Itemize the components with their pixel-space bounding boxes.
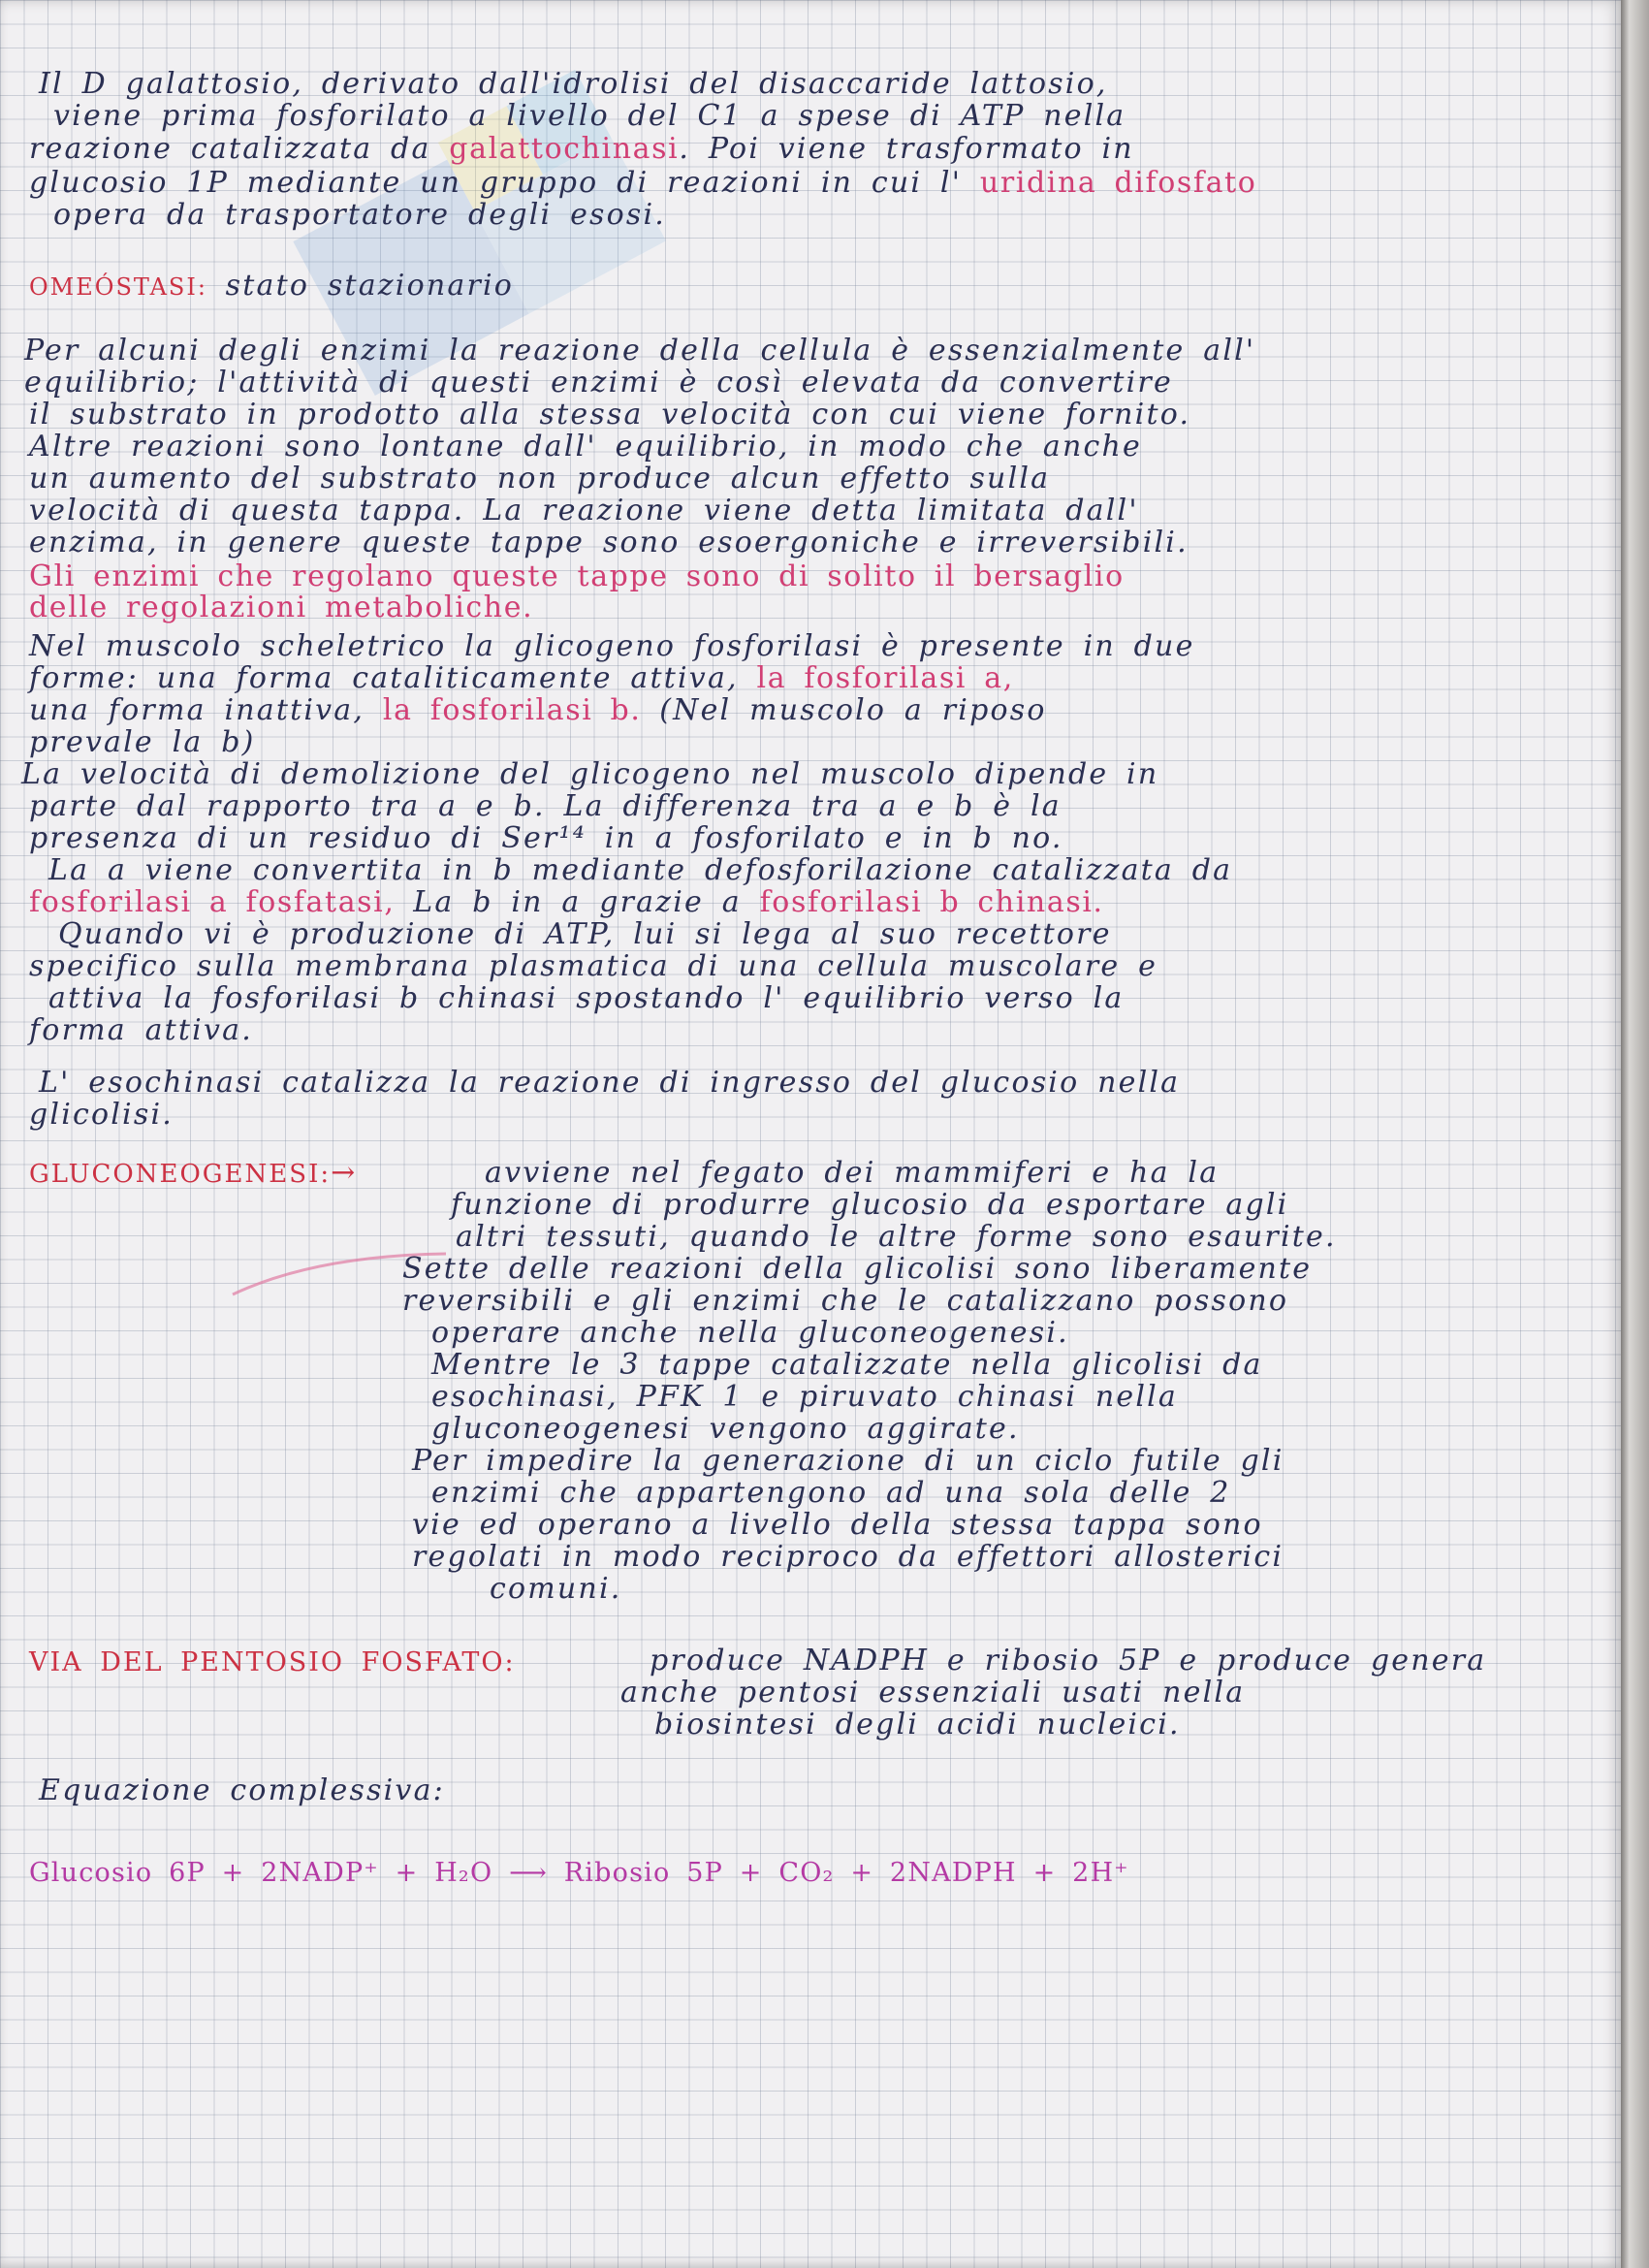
muscle-line-8: La a viene convertita in b mediante defosforilazione catalizzata da — [48, 853, 1233, 887]
equilibrium-highlight-2: delle regolazioni metaboliche. — [29, 591, 534, 624]
gluconeogenesis-heading: GLUCONEOGENESI: — [29, 1160, 332, 1189]
gluconeogenesis-line-3: altri tessuti, quando le altre forme sono esaurite. — [456, 1220, 1337, 1254]
equilibrium-highlight-1: Gli enzimi che regolano queste tappe sono di solito il bersaglio — [29, 559, 1125, 593]
gluconeogenesis-line-14: comuni. — [490, 1572, 622, 1606]
galactose-line-3-tail: . Poi viene trasformato in — [679, 132, 1134, 166]
muscle-line-5: La velocità di demolizione del glicogeno nel muscolo dipende in — [21, 757, 1159, 791]
muscle-line-12: attiva la fosforilasi b chinasi spostando l' equilibrio verso la — [48, 981, 1125, 1015]
galactose-line-3 — [29, 133, 1134, 165]
muscle-line-2 — [29, 662, 1014, 694]
pentose-line-1: produce NADPH e ribosio 5P e produce genera — [650, 1644, 1487, 1677]
muscle-line-3 — [29, 694, 1047, 726]
galactose-line-1: Il D galattosio, derivato dall'idrolisi del disaccaride lattosio, — [39, 67, 1108, 101]
pentose-line-2: anche pentosi essenziali usati nella — [620, 1676, 1246, 1709]
gluconeogenesis-line-4: Sette delle reazioni della glicolisi sono liberamente — [402, 1252, 1313, 1286]
equilibrium-line-5: un aumento del substrato non produce alcun effetto sulla — [29, 462, 1051, 495]
gluconeogenesis-line-7: Mentre le 3 tappe catalizzate nella glicolisi da — [431, 1348, 1263, 1382]
highlight-galattochinasi: galattochinasi — [449, 132, 680, 166]
pentose-line-3: biosintesi degli acidi nucleici. — [654, 1708, 1181, 1741]
highlight-fosforilasi-b: la fosforilasi b. — [382, 693, 642, 727]
equilibrium-line-6: velocità di questa tappa. La reazione viene detta limitata dall' — [29, 494, 1139, 527]
pentose-heading: VIA DEL PENTOSIO FOSFATO: — [29, 1647, 516, 1677]
omeostasi-heading: OMEÓSTASI: — [29, 273, 207, 301]
omeostasi-line — [29, 270, 514, 303]
gluconeogenesis-line-9: gluconeogenesi vengono aggirate. — [431, 1412, 1020, 1446]
gluconeogenesis-line-2: funzione di produrre glucosio da esportare agli — [451, 1188, 1289, 1222]
muscle-line-3-pre: una forma inattiva, — [29, 693, 365, 727]
equilibrium-line-3: il substrato in prodotto alla stessa velocità con cui viene fornito. — [29, 398, 1191, 431]
equilibrium-line-4: Altre reazioni sono lontane dall' equilibrio, in modo che anche — [29, 430, 1143, 463]
gluconeogenesis-line-10: Per impedire la generazione di un ciclo futile gli — [412, 1444, 1284, 1478]
muscle-line-9-mid: La b in a grazie a — [413, 885, 742, 919]
muscle-line-9 — [29, 886, 1104, 918]
muscle-line-4: prevale la b) — [29, 725, 256, 759]
muscle-line-1: Nel muscolo scheletrico la glicogeno fosforilasi è presente in due — [29, 629, 1195, 663]
hexokinase-line-2: glicolisi. — [29, 1098, 174, 1132]
gluconeogenesis-line-6: operare anche nella gluconeogenesi. — [431, 1316, 1069, 1350]
muscle-line-13: forma attiva. — [29, 1013, 253, 1047]
gluconeogenesis-line-5: reversibili e gli enzimi che le catalizzano possono — [402, 1284, 1289, 1318]
gluconeogenesis-line-1: avviene nel fegato dei mammiferi e ha la — [485, 1156, 1220, 1190]
highlight-fosforilasi-a: la fosforilasi a, — [756, 661, 1014, 695]
galactose-line-4-text: glucosio 1P mediante un gruppo di reazioni in cui l' — [29, 166, 980, 200]
muscle-line-11: specifico sulla membrana plasmatica di una cellula muscolare e — [29, 949, 1158, 983]
muscle-line-3-post: (Nel muscolo a riposo — [659, 693, 1047, 727]
galactose-line-5: opera da trasportatore degli esosi. — [53, 198, 667, 232]
highlight-fosforilasi-b-chinasi: fosforilasi b chinasi. — [759, 885, 1104, 919]
highlight-uridina-difosfato: uridina difosfato — [979, 166, 1257, 200]
muscle-line-6: parte dal rapporto tra a e b. La differenza tra a e b è la — [29, 789, 1062, 823]
pentose-equation: Glucosio 6P + 2NADP⁺ + H₂O ⟶ Ribosio 5P + CO₂ + 2NADPH + 2H⁺ — [29, 1858, 1129, 1888]
gluconeogenesis-heading-line — [29, 1157, 357, 1191]
equilibrium-line-1: Per alcuni degli enzimi la reazione della cellula è essenzialmente all' — [24, 334, 1256, 367]
equation-label: Equazione complessiva: — [39, 1773, 445, 1807]
arrow-icon: → — [331, 1156, 358, 1190]
muscle-line-2-text: forme: una forma cataliticamente attiva, — [29, 661, 739, 695]
omeostasi-subtitle: stato stazionario — [225, 269, 515, 303]
gluconeogenesis-line-12: vie ed operano a livello della stessa tappa sono — [412, 1508, 1263, 1542]
galactose-line-3-text: reazione catalizzata da — [29, 132, 450, 166]
gluconeogenesis-line-11: enzimi che appartengono ad una sola delle 2 — [431, 1476, 1231, 1510]
galactose-line-4 — [29, 167, 1256, 199]
equilibrium-line-2: equilibrio; l'attività di questi enzimi è così elevata da convertire — [24, 366, 1173, 399]
hexokinase-line-1: L' esochinasi catalizza la reazione di ingresso del glucosio nella — [39, 1066, 1181, 1100]
equilibrium-line-7: enzima, in genere queste tappe sono esoergoniche e irreversibili. — [29, 526, 1189, 559]
galactose-line-2: viene prima fosforilato a livello del C1 a spese di ATP nella — [53, 99, 1126, 133]
muscle-line-7: presenza di un residuo di Ser¹⁴ in a fosforilato e in b no. — [29, 821, 1063, 855]
gluconeogenesis-line-13: regolati in modo reciproco da effettori allosterici — [412, 1540, 1284, 1574]
notebook-binding-edge — [1621, 0, 1649, 2268]
gluconeogenesis-line-8: esochinasi, PFK 1 e piruvato chinasi nella — [431, 1380, 1179, 1414]
muscle-line-10: Quando vi è produzione di ATP, lui si lega al suo recettore — [58, 917, 1112, 951]
highlight-fosforilasi-fosfatasi: fosforilasi a fosfatasi, — [29, 885, 396, 919]
